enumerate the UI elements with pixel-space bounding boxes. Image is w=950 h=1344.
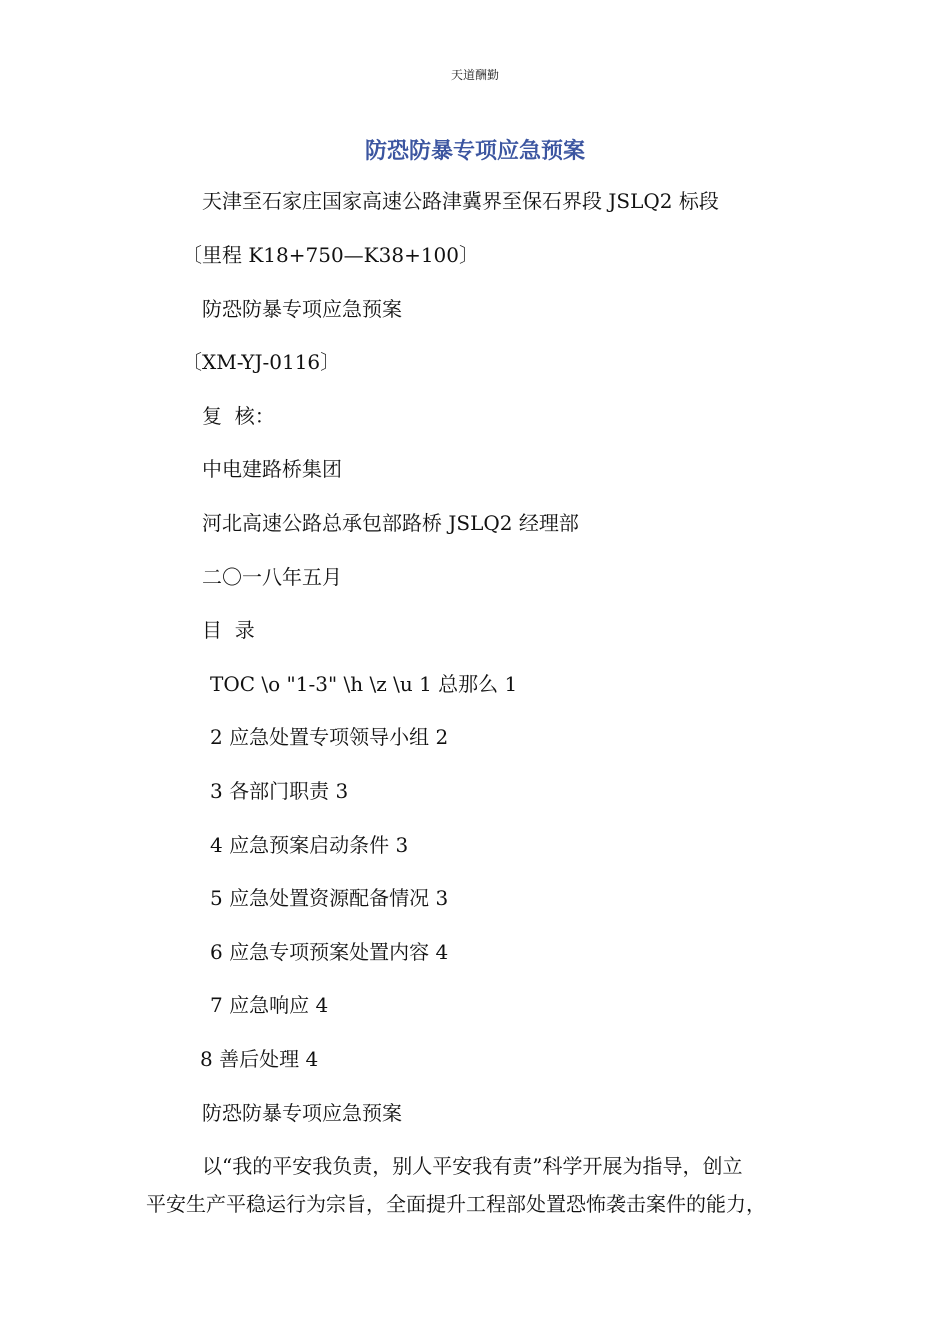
page-header: 天道酬勤 xyxy=(450,68,499,82)
toc-item[interactable]: 6 应急专项预案处置内容 4 xyxy=(210,940,449,964)
toc-item[interactable]: 3 各部门职责 3 xyxy=(210,779,349,803)
toc-item[interactable]: 5 应急处置资源配备情况 3 xyxy=(210,886,449,910)
section-title: 防恐防暴专项应急预案 xyxy=(202,1101,402,1125)
cover-date: 二〇一八年五月 xyxy=(202,565,342,589)
cover-review: 复 核： xyxy=(202,404,275,428)
cover-doc-title: 防恐防暴专项应急预案 xyxy=(202,297,402,321)
toc-item[interactable]: TOC \o "1-3" \h \z \u 1 总那么 1 xyxy=(210,672,518,696)
toc-heading: 目 录 xyxy=(202,618,255,642)
cover-company: 中电建路桥集团 xyxy=(202,457,342,481)
document-title: 防恐防暴专项应急预案 xyxy=(364,139,585,164)
cover-mileage: 〔里程 K18+750—K38+100〕 xyxy=(182,243,480,267)
body-paragraph-line: 平安生产平稳运行为宗旨，全面提升工程部处置恐怖袭击案件的能力， xyxy=(146,1192,766,1216)
body-paragraph-line: 以“我的平安我负责，别人平安我有责”科学开展为指导，创立 xyxy=(202,1154,743,1178)
cover-doc-code: 〔XM-YJ-0116〕 xyxy=(182,350,341,374)
toc-item[interactable]: 7 应急响应 4 xyxy=(210,993,329,1017)
cover-project: 天津至石家庄国家高速公路津冀界至保石界段 JSLQ2 标段 xyxy=(202,189,719,213)
toc-item[interactable]: 8 善后处理 4 xyxy=(200,1047,319,1071)
toc-item[interactable]: 4 应急预案启动条件 3 xyxy=(210,833,409,857)
cover-department: 河北高速公路总承包部路桥 JSLQ2 经理部 xyxy=(202,511,579,535)
toc-item[interactable]: 2 应急处置专项领导小组 2 xyxy=(210,725,449,749)
